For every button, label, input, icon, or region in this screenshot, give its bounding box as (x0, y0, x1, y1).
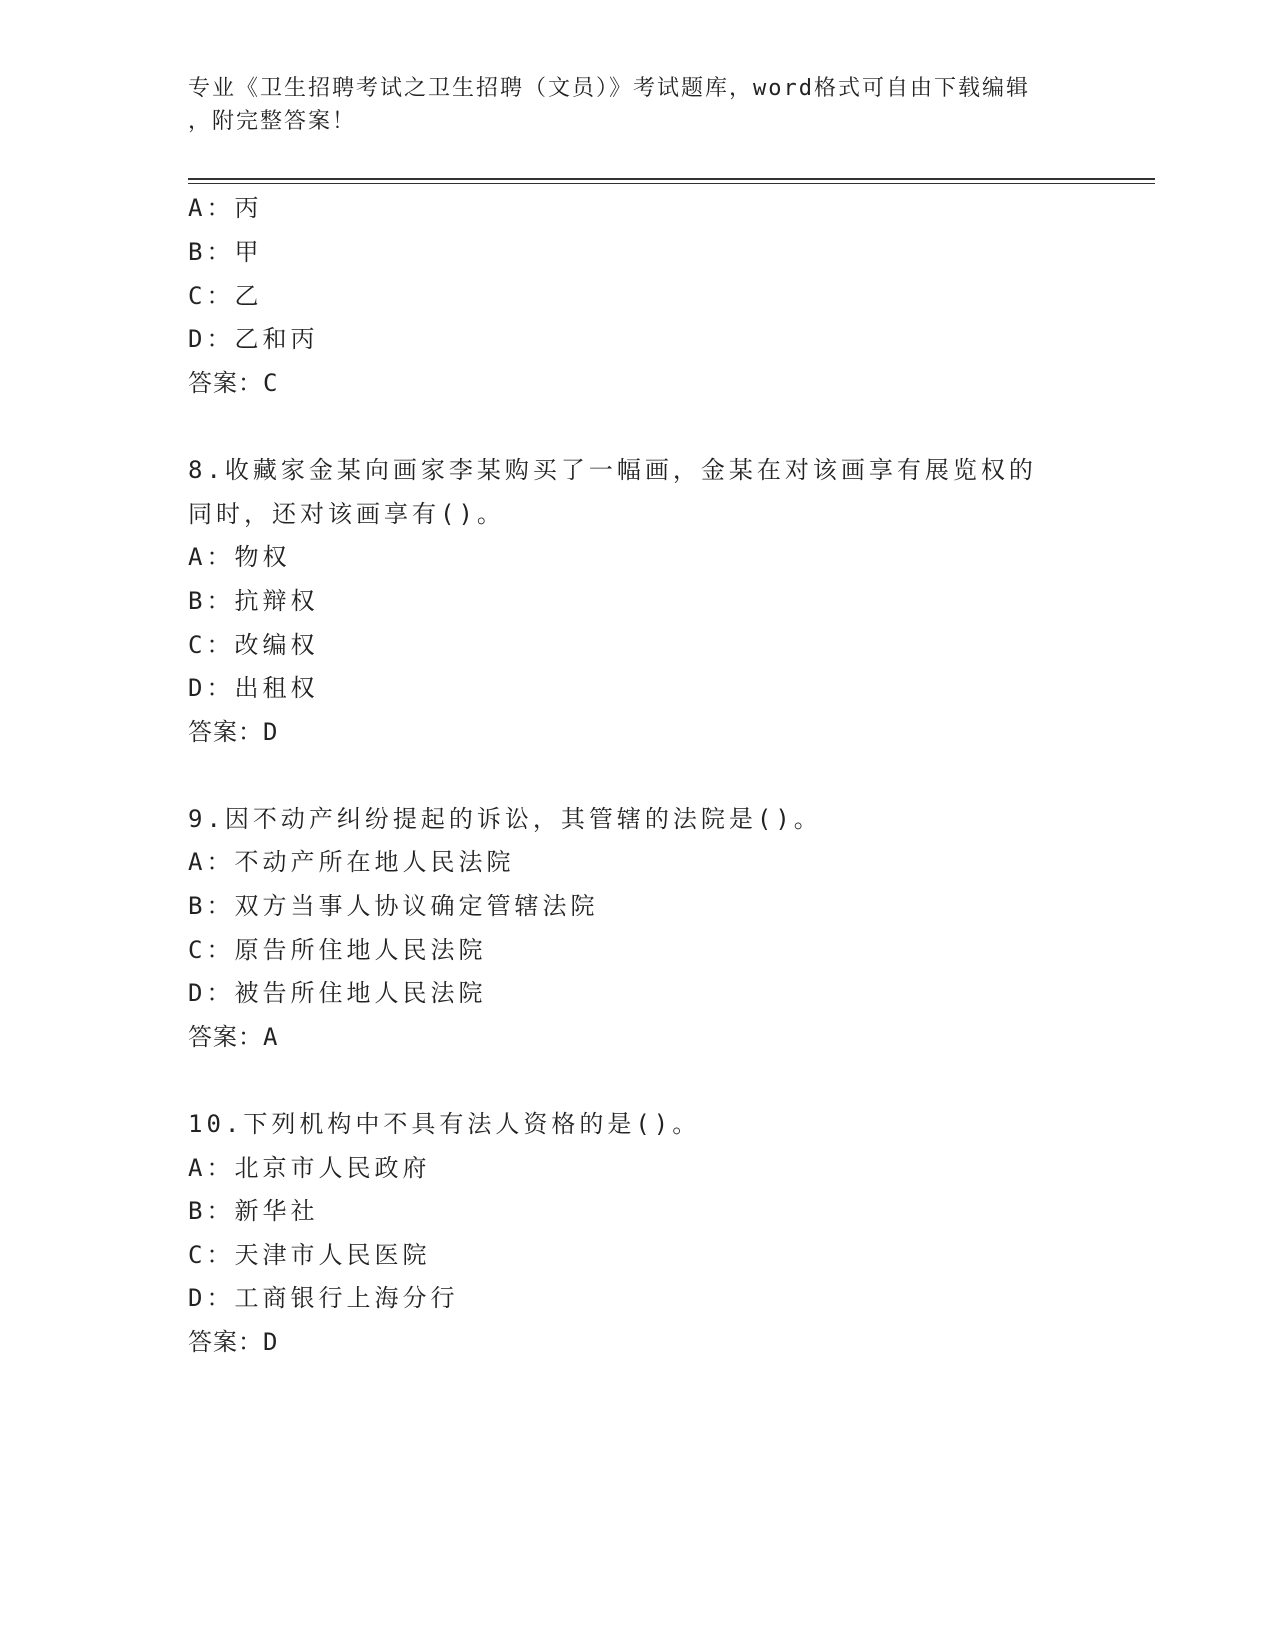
q8-option-d: D：出租权 (188, 674, 319, 702)
q8-option-c: C：改编权 (188, 631, 319, 659)
q8-option-b: B：抗辩权 (188, 587, 319, 615)
q10-answer: 答案：D (188, 1328, 279, 1356)
document-header (188, 72, 1068, 138)
q9-stem: 9.因不动产纠纷提起的诉讼，其管辖的法院是()。 (188, 805, 822, 833)
q9-option-c: C：原告所住地人民法院 (188, 936, 487, 964)
q9-option-b: B：双方当事人协议确定管辖法院 (188, 892, 599, 920)
q7-answer: 答案：C (188, 369, 279, 397)
q7-option-c: C：乙 (188, 282, 263, 310)
q9-option-a: A：不动产所在地人民法院 (188, 848, 515, 876)
q8-option-a: A：物权 (188, 543, 291, 571)
q9-answer: 答案：A (188, 1023, 279, 1051)
q9-option-d: D：被告所住地人民法院 (188, 979, 487, 1007)
header-divider-thick (188, 178, 1155, 180)
q8-stem-line-2: 同时，还对该画享有()。 (188, 500, 505, 528)
q10-option-d: D：工商银行上海分行 (188, 1284, 459, 1312)
q7-option-a: A：丙 (188, 194, 263, 222)
q10-stem: 10.下列机构中不具有法人资格的是()。 (188, 1110, 701, 1138)
q8-stem-line-1: 8.收藏家金某向画家李某购买了一幅画，金某在对该画享有展览权的 (188, 456, 1037, 484)
q8-answer: 答案：D (188, 718, 279, 746)
q10-option-c: C：天津市人民医院 (188, 1241, 431, 1269)
header-line-1: 专业《卫生招聘考试之卫生招聘（文员）》考试题库，word格式可自由下载编辑 (188, 76, 1030, 101)
q7-option-b: B：甲 (188, 238, 263, 266)
q7-option-d: D：乙和丙 (188, 325, 319, 353)
header-divider-thin (188, 183, 1155, 184)
header-line-2: ，附完整答案！ (188, 109, 357, 134)
q10-option-a: A：北京市人民政府 (188, 1154, 431, 1182)
q10-option-b: B：新华社 (188, 1197, 319, 1225)
